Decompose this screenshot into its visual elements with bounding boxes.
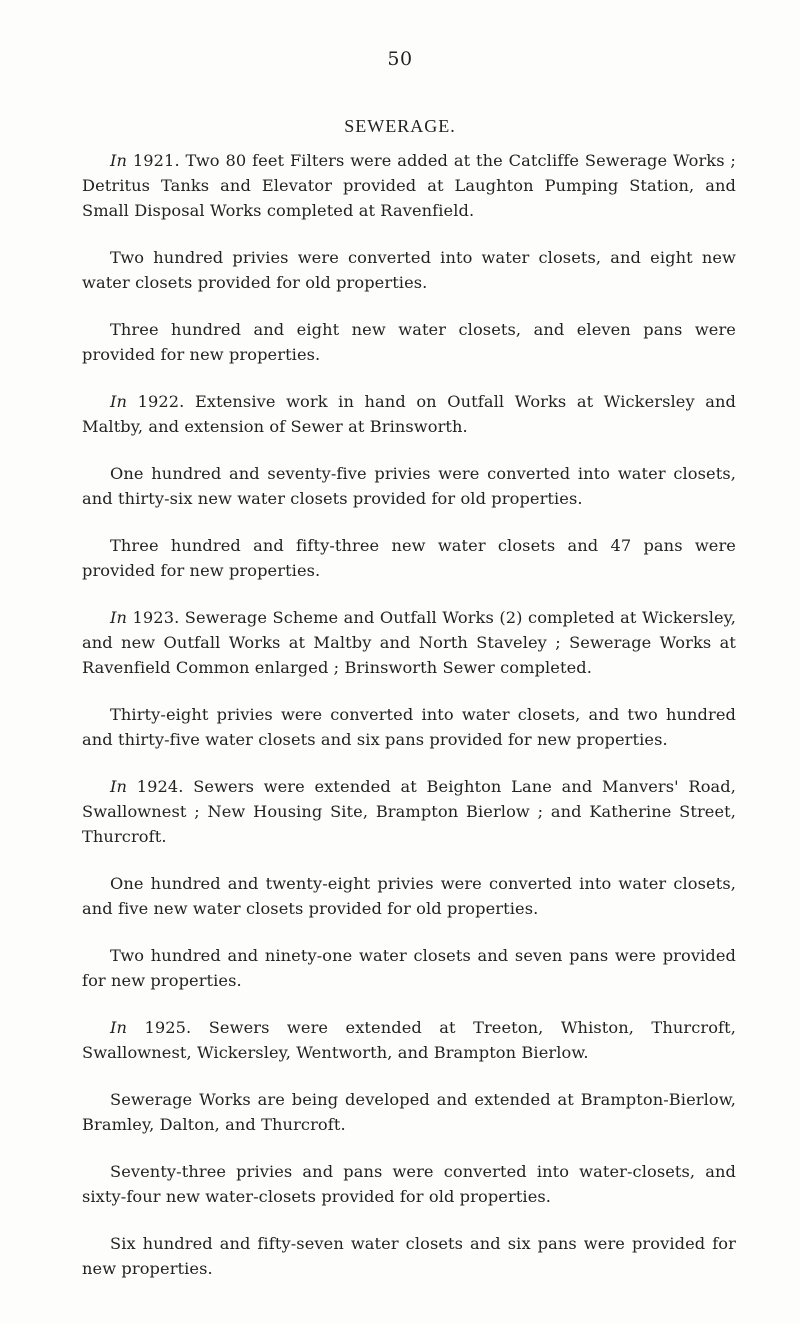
paragraph-text: Six hundred and fifty-seven water closets and six pans were provided for new properties. [82,1234,736,1278]
paragraph-text: 1925. Sewers were extended at Treeton, Whiston, Thurcroft, Swallownest, Wickersley, Wentworth, and Brampton Bierlow. [82,1018,736,1062]
paragraph-text: Seventy-three privies and pans were converted into water-closets, and sixty-four new water-closets provided for old properties. [82,1162,736,1206]
paragraph-text: 1921. Two 80 feet Filters were added at the Catcliffe Sewerage Works ; Detritus Tanks and Elevator provided at Laughton Pumping Station, and Small Disposal Works completed at Ravenfield. [82,151,736,220]
paragraph-text: Thirty-eight privies were converted into water closets, and two hundred and thirty-five water closets and six pans provided for new properties. [82,705,736,749]
paragraph-1922 [82,389,736,439]
paragraph-lead: In [110,392,128,411]
body-text [82,148,736,1303]
paragraph [82,1159,736,1209]
paragraph-text: 1923. Sewerage Scheme and Outfall Works (2) completed at Wickersley, and new Outfall Works at Maltby and North Staveley ; Sewerage Works at Ravenfield Common enlarged ; Brinsworth Sewer completed. [82,608,736,677]
paragraph-text: Two hundred and ninety-one water closets and seven pans were provided for new properties. [82,946,736,990]
paragraph-lead: In [110,608,128,627]
paragraph-1921 [82,148,736,223]
paragraph-text: 1924. Sewers were extended at Beighton Lane and Manvers' Road, Swallownest ; New Housing Site, Brampton Bierlow ; and Katherine Street, Thurcroft. [82,777,736,846]
section-heading: SEWERAGE. [344,116,456,136]
page-number: 50 [387,48,413,70]
paragraph [82,245,736,295]
paragraph-lead: In [110,1018,128,1037]
paragraph [82,317,736,367]
paragraph-lead: In [110,151,128,170]
paragraph [82,702,736,752]
paragraph-1925 [82,1015,736,1065]
paragraph [82,533,736,583]
paragraph [82,943,736,993]
paragraph-text: One hundred and seventy-five privies were converted into water closets, and thirty-six new water closets provided for old properties. [82,464,736,508]
paragraph-text: Three hundred and eight new water closets, and eleven pans were provided for new properties. [82,320,736,364]
paragraph [82,1231,736,1281]
paragraph-text: Three hundred and fifty-three new water closets and 47 pans were provided for new properties. [82,536,736,580]
paragraph-text: Two hundred privies were converted into water closets, and eight new water closets provided for old properties. [82,248,736,292]
paragraph [82,1087,736,1137]
paragraph-text: 1922. Extensive work in hand on Outfall Works at Wickersley and Maltby, and extension of Sewer at Brinsworth. [82,392,736,436]
paragraph-lead: In [110,777,128,796]
paragraph-text: Sewerage Works are being developed and extended at Brampton-Bierlow, Bramley, Dalton, and Thurcroft. [82,1090,736,1134]
paragraph [82,461,736,511]
paragraph [82,871,736,921]
paragraph-1924 [82,774,736,849]
paragraph-1923 [82,605,736,680]
paragraph-text: One hundred and twenty-eight privies were converted into water closets, and five new water closets provided for old properties. [82,874,736,918]
